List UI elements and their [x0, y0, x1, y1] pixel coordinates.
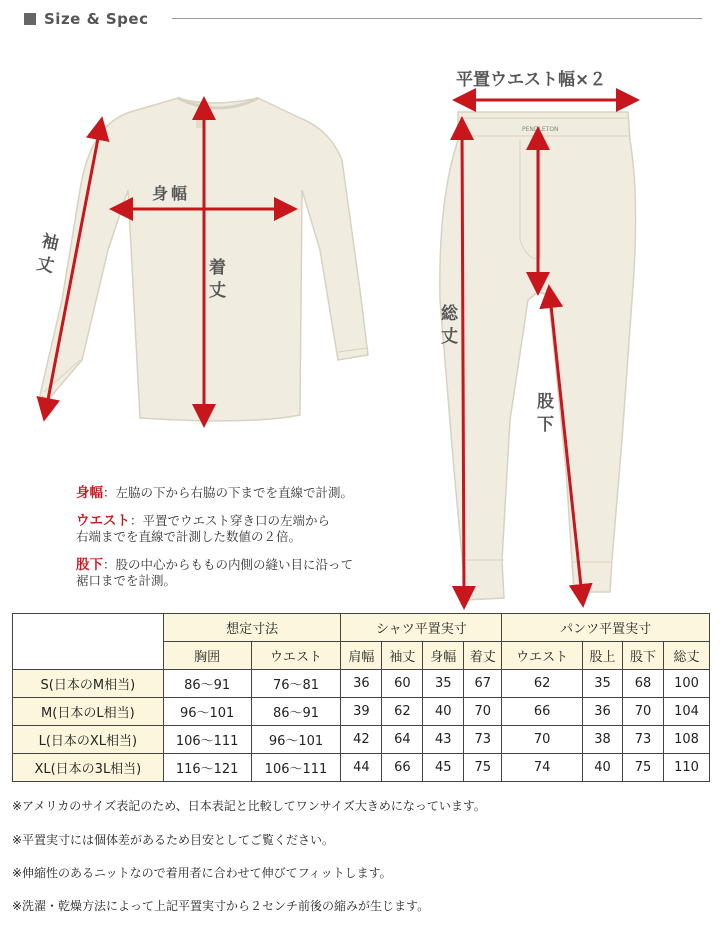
- size-spec-table: [12, 613, 710, 782]
- description-text-2: 右端までを直線で計測した数値の２倍。: [76, 529, 302, 544]
- table-column-header: 胸囲: [163, 642, 251, 670]
- table-cell: 66: [502, 698, 583, 726]
- table-group-header: パンツ平置実寸: [502, 614, 710, 642]
- table-cell: 70: [464, 698, 502, 726]
- table-row: [13, 670, 710, 698]
- note-item: ※平置実寸には個体差があるため目安としてご覧ください。: [12, 833, 335, 847]
- table-cell: 86～91: [251, 698, 341, 726]
- waistband-brand-text: PENDLETON: [522, 126, 559, 133]
- header-title: Size & Spec: [44, 10, 149, 28]
- table-cell: 73: [623, 726, 664, 754]
- table-cell: 68: [623, 670, 664, 698]
- description-text-2: 裾口までを計測。: [76, 573, 177, 588]
- table-cell: 106～111: [251, 754, 341, 782]
- size-cell: S(日本のM相当): [13, 670, 164, 698]
- note-item: ※伸縮性のあるニットなので着用者に合わせて伸びてフィットします。: [12, 866, 392, 880]
- table-column-header: 着丈: [464, 642, 502, 670]
- table-group-header: 想定寸法: [163, 614, 341, 642]
- waist-width-label: 平置ウエスト幅×２: [456, 70, 607, 90]
- description-text: ：股の中心からももの内側の縫い目に沿って: [103, 557, 354, 572]
- table-cell: 62: [502, 670, 583, 698]
- table-cell: 40: [583, 754, 623, 782]
- note-item: ※アメリカのサイズ表記のため、日本表記と比較してワンサイズ大きめになっています。: [12, 799, 486, 813]
- description-waist: [76, 513, 330, 545]
- table-cell: 75: [464, 754, 502, 782]
- table-cell: 44: [341, 754, 382, 782]
- table-cell: 35: [583, 670, 623, 698]
- body-length-label: 着丈: [205, 258, 225, 304]
- table-corner-cell: [13, 614, 164, 670]
- chest-label: 身幅: [152, 184, 191, 203]
- section-header: [24, 8, 148, 30]
- table-cell: 86～91: [163, 670, 251, 698]
- description-chest: [76, 485, 353, 501]
- table-cell: 108: [663, 726, 709, 754]
- description-term: 股下: [76, 557, 103, 573]
- table-cell: 62: [382, 698, 423, 726]
- description-term: ウエスト: [76, 513, 130, 529]
- table-column-header: 身幅: [423, 642, 464, 670]
- table-group-header: シャツ平置実寸: [341, 614, 502, 642]
- table-cell: 64: [382, 726, 423, 754]
- table-cell: 39: [341, 698, 382, 726]
- table-cell: 106～111: [163, 726, 251, 754]
- table-column-header: ウエスト: [502, 642, 583, 670]
- size-cell: L(日本のXL相当): [13, 726, 164, 754]
- table-cell: 104: [663, 698, 709, 726]
- table-cell: 70: [623, 698, 664, 726]
- description-inseam: [76, 557, 353, 589]
- table-cell: 42: [341, 726, 382, 754]
- size-cell: M(日本のL相当): [13, 698, 164, 726]
- table-column-header: 股上: [583, 642, 623, 670]
- description-text: ：平置でウエスト穿き口の左端から: [130, 513, 331, 528]
- table-cell: 40: [423, 698, 464, 726]
- table-cell: 45: [423, 754, 464, 782]
- table-cell: 38: [583, 726, 623, 754]
- note-item: ※洗濯・乾燥方法によって上記平置実寸から２センチ前後の縮みが生じます。: [12, 899, 430, 913]
- table-cell: 74: [502, 754, 583, 782]
- sleeve-length-label: 袖丈: [30, 230, 60, 280]
- table-cell: 70: [502, 726, 583, 754]
- header-rule: [172, 18, 702, 19]
- table-cell: 43: [423, 726, 464, 754]
- table-row: [13, 754, 710, 782]
- inseam-label: 股下: [533, 392, 553, 438]
- table-column-header: ウエスト: [251, 642, 341, 670]
- table-cell: 75: [623, 754, 664, 782]
- size-cell: XL(日本の3L相当): [13, 754, 164, 782]
- table-column-header: 肩幅: [341, 642, 382, 670]
- table-cell: 60: [382, 670, 423, 698]
- table-group-header-row: [13, 614, 710, 642]
- table-cell: 116～121: [163, 754, 251, 782]
- header-square-icon: [24, 13, 36, 25]
- table-cell: 35: [423, 670, 464, 698]
- table-cell: 66: [382, 754, 423, 782]
- description-term: 身幅: [76, 485, 103, 501]
- total-length-label: 総丈: [437, 304, 457, 350]
- table-cell: 96～101: [163, 698, 251, 726]
- table-column-header: 総丈: [663, 642, 709, 670]
- table-cell: 110: [663, 754, 709, 782]
- table-row: [13, 726, 710, 754]
- table-cell: 96～101: [251, 726, 341, 754]
- table-cell: 100: [663, 670, 709, 698]
- table-cell: 36: [583, 698, 623, 726]
- table-cell: 76～81: [251, 670, 341, 698]
- description-text: ：左脇の下から右脇の下までを直線で計測。: [103, 485, 354, 500]
- table-column-header: 股下: [623, 642, 664, 670]
- total-length-arrow: [462, 128, 464, 598]
- table-cell: 67: [464, 670, 502, 698]
- table-row: [13, 698, 710, 726]
- table-cell: 36: [341, 670, 382, 698]
- table-column-header: 袖丈: [382, 642, 423, 670]
- table-cell: 73: [464, 726, 502, 754]
